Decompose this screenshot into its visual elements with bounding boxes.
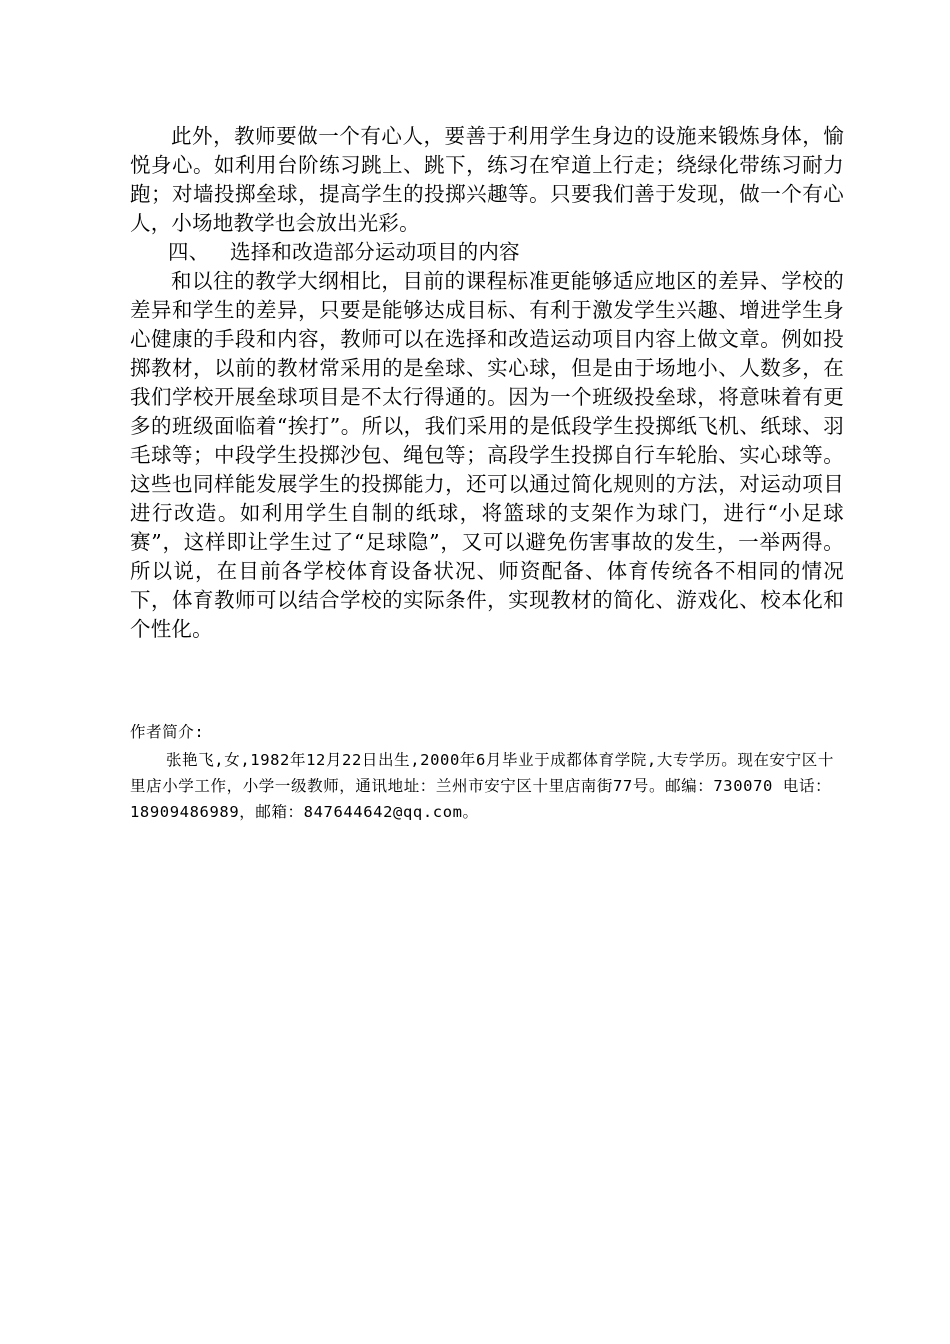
paragraph-facilities: 此外，教师要做一个有心人，要善于利用学生身边的设施来锻炼身体，愉悦身心。如利用台阶练习跳上、跳下，练习在窄道上行走；绕绿化带练习耐力跑；对墙投掷垒球，提高学生的投掷兴趣等。只要我们善于发现，做一个有心人，小场地教学也会放出光彩。 <box>130 124 844 235</box>
author-bio-section <box>130 719 846 825</box>
section-title: 选择和改造部分运动项目的内容 <box>230 240 520 264</box>
author-bio-text: 张艳飞,女,1982年12月22日出生,2000年6月毕业于成都体育学院,大专学历。现在安宁区十里店小学工作，小学一级教师，通讯地址：兰州市安宁区十里店南街77号。邮编：730070 电话：18909486989，邮箱：847644642@qq.com。 <box>130 751 834 821</box>
author-bio-title: 作者简介: <box>130 723 205 741</box>
section-number: 四、 <box>168 240 210 264</box>
paragraph-curriculum: 和以往的教学大纲相比，目前的课程标准更能够适应地区的差异、学校的差异和学生的差异，只要是能够达成目标、有利于激发学生兴趣、增进学生身心健康的手段和内容，教师可以在选择和改造运动项目内容上做文章。例如投掷教材，以前的教材常采用的是垒球、实心球，但是由于场地小、人数多，在我们学校开展垒球项目是不太行得通的。因为一个班级投垒球，将意味着有更多的班级面临着“挨打”。所以，我们采用的是低段学生投掷纸飞机、纸球、羽毛球等；中段学生投掷沙包、绳包等；高段学生投掷自行车轮胎、实心球等。这些也同样能发展学生的投掷能力，还可以通过简化规则的方法，对运动项目进行改造。如利用学生自制的纸球，将篮球的支架作为球门，进行“小足球赛”，这样即让学生过了“足球隐”，又可以避免伤害事故的发生，一举两得。所以说，在目前各学校体育设备状况、师资配备、体育传统各不相同的情况下，体育教师可以结合学校的实际条件，实现教材的简化、游戏化、校本化和个性化。 <box>130 269 844 641</box>
section-heading <box>130 238 844 267</box>
article-body <box>130 122 844 644</box>
